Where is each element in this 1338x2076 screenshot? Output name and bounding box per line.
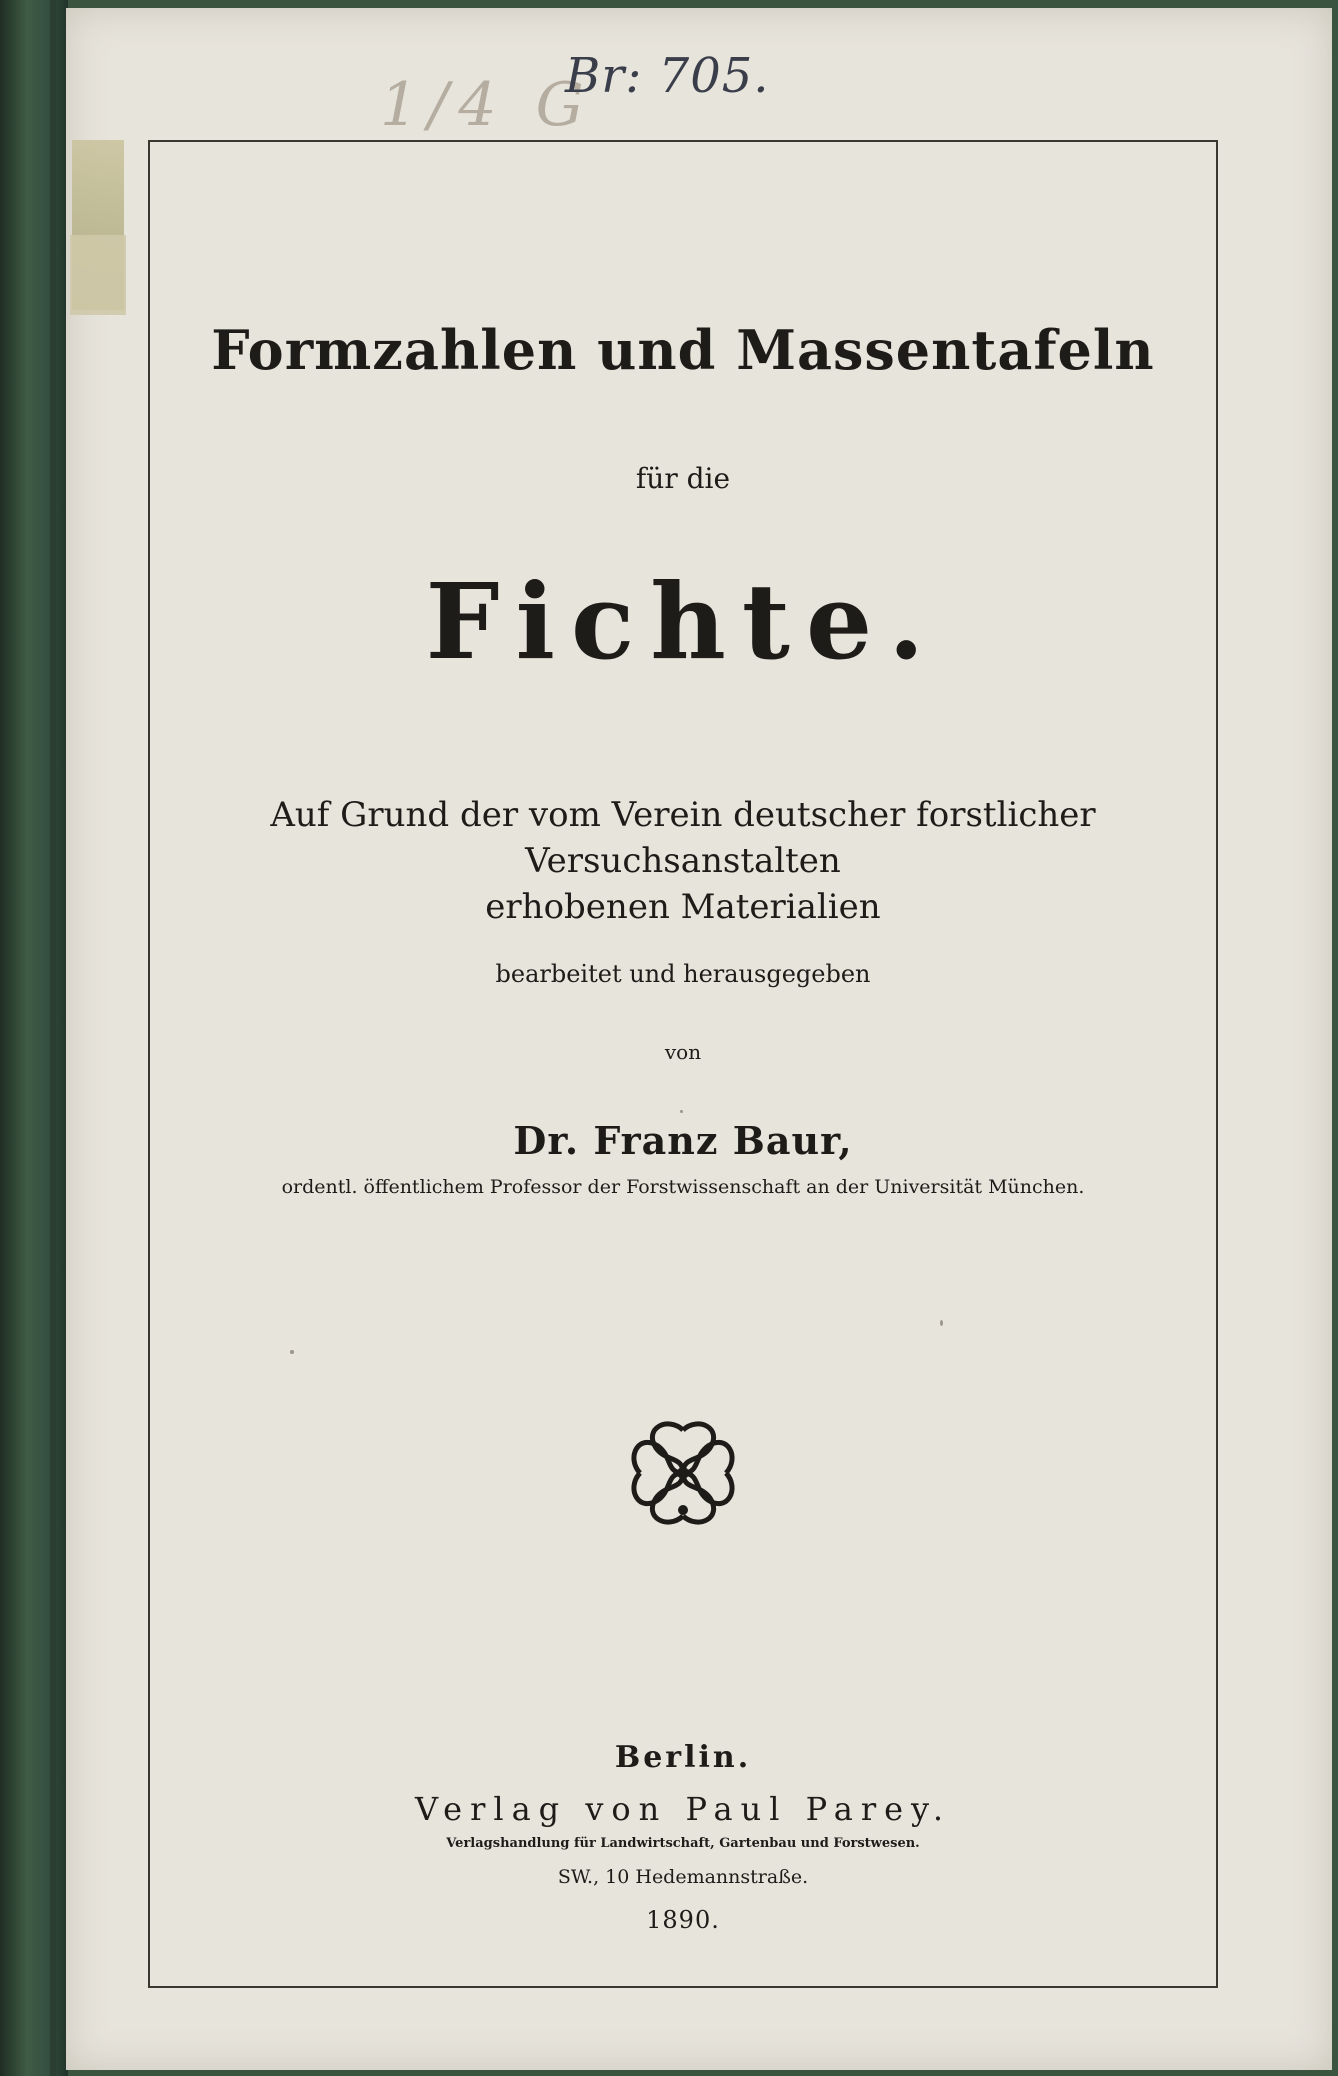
paper-speck <box>940 1320 943 1326</box>
subtitle-line-1: Auf Grund der vom Verein deutscher forstlicher Versuchsanstalten <box>270 795 1096 881</box>
paper-speck <box>680 1110 683 1113</box>
author-affiliation: ordentl. öffentlichem Professor der Forstwissenschaft an der Universität München. <box>281 1176 1085 1198</box>
subtitle <box>148 792 1218 930</box>
spine-line <box>50 0 56 2076</box>
printer-ornament-icon <box>628 1418 738 1528</box>
imprint-place: Berlin. <box>614 1740 752 1775</box>
page-border-frame <box>148 140 1218 1988</box>
imprint-year: 1890. <box>646 1906 720 1934</box>
title-main: Fichte. <box>425 560 941 683</box>
imprint-description: Verlagshandlung für Landwirtschaft, Gartenbau und Forstwesen. <box>446 1836 920 1851</box>
subtitle-line-2: erhobenen Materialien <box>485 887 881 927</box>
title-line-1: Formzahlen und Massentafeln <box>211 318 1155 382</box>
paper-speck <box>290 1350 294 1354</box>
author-name: Dr. Franz Baur, <box>513 1118 853 1163</box>
tape-patch <box>70 235 126 315</box>
imprint-publisher: Verlag von Paul Parey. <box>414 1790 952 1828</box>
edited-note: bearbeitet und herausgegeben <box>495 960 871 988</box>
spine <box>0 0 68 2076</box>
imprint-address: SW., 10 Hedemannstraße. <box>557 1866 809 1888</box>
pencil-annotation: 1/4 G <box>380 70 594 140</box>
shelf-mark: Br: 705. <box>565 48 770 104</box>
by-word: von <box>664 1040 702 1064</box>
title-line-2: für die <box>635 462 731 495</box>
